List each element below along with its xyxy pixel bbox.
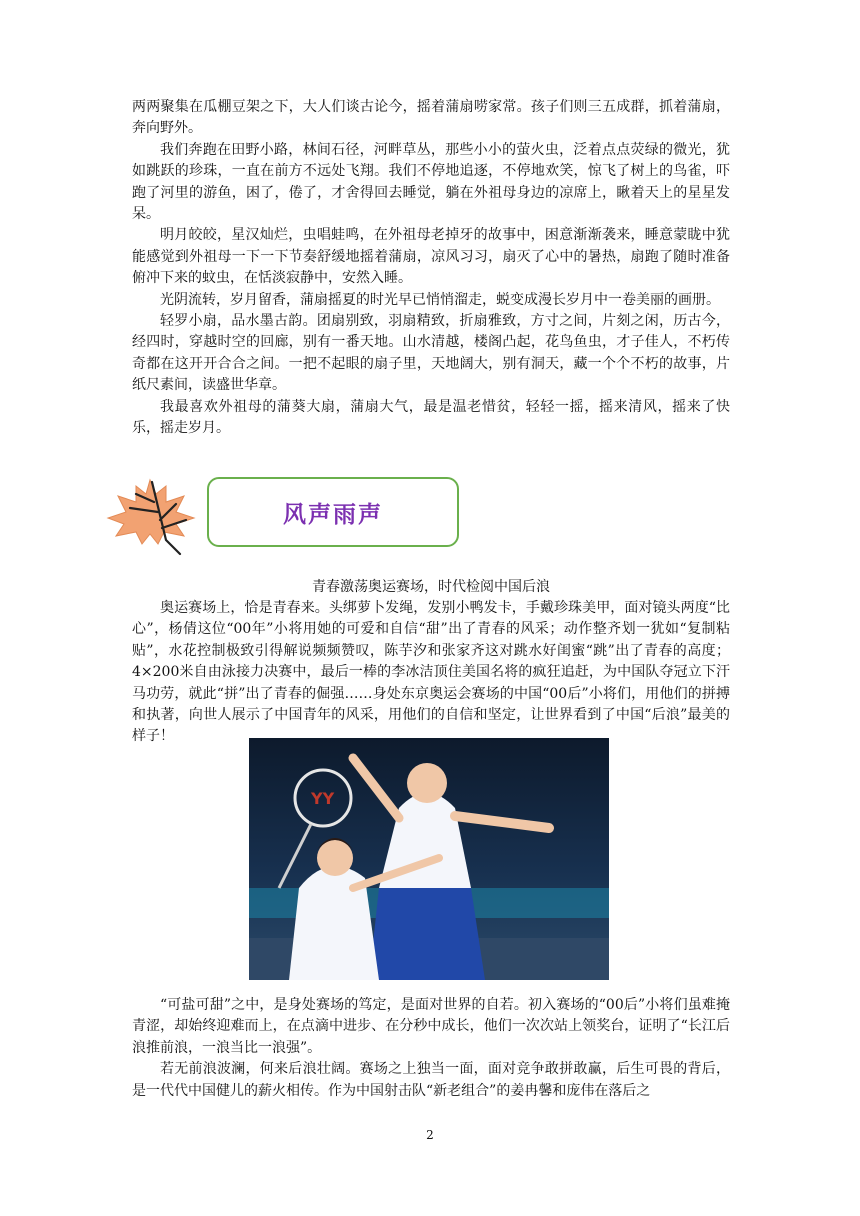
- article-text-block: [132, 598, 730, 748]
- section-title: 风声雨声: [283, 501, 383, 528]
- maple-leaf-icon: [106, 474, 198, 556]
- article-title: 青春激荡奥运赛场，时代检阅中国后浪: [312, 579, 550, 595]
- svg-text:YY: YY: [311, 789, 335, 808]
- paragraph: 奥运赛场上，恰是青春来。头绑萝卜发绳，发别小鸭发卡，手戴珍珠美甲，面对镜头两度“比心”，杨倩这位“00年”小将用她的可爱和自信“甜”出了青春的风采；动作整齐划一犹如“复制粘贴”，水花控制极致引得解说频频赞叹，陈芋汐和张家齐这对跳水好闺蜜“跳”出了青春的高度；4×200米自由泳接力决赛中，最后一棒的李冰洁顶住美国名将的疯狂追赶，为中国队夺冠立下汗马功劳，就此“拼”出了青春的倔强……身处东京奥运会赛场的中国“00后”小将们，用他们的拼搏和执著，向世人展示了中国青年的风采，用他们的自信和坚定，让世界看到了中国“后浪”最美的样子！: [132, 600, 730, 745]
- section-header: [106, 474, 486, 558]
- paragraph: 若无前浪波澜，何来后浪壮阔。赛场之上独当一面，面对竞争敢拼敢赢，后生可畏的背后，是一代代中国健儿的薪火相传。作为中国射击队“新老组合”的姜冉馨和庞伟在落后之: [132, 1061, 730, 1099]
- page-number: 2: [426, 1128, 434, 1142]
- paragraph: 我们奔跑在田野小路，林间石径，河畔草丛，那些小小的萤火虫，泛着点点荧绿的微光，犹如跳跃的珍珠，一直在前方不远处飞翔。我们不停地追逐，不停地欢笑，惊飞了树上的鸟雀，吓跑了河里的游鱼，困了，倦了，才舍得回去睡觉，躺在外祖母身边的凉席上，瞅着天上的星星发呆。: [132, 141, 730, 223]
- paragraph: 我最喜欢外祖母的蒲葵大扇，蒲扇大气，最是温老惜贫，轻轻一摇，摇来清风，摇来了快乐，摇走岁月。: [132, 398, 730, 437]
- paragraph: 光阴流转，岁月留香，蒲扇摇夏的时光早已悄悄溜走，蜕变成漫长岁月中一卷美丽的画册。: [160, 291, 720, 308]
- paragraph: “可盐可甜”之中，是身处赛场的笃定，是面对世界的自若。初入赛场的“00后”小将们虽难掩青涩，却始终迎难而上，在点滴中进步、在分秒中成长，他们一次次站上领奖台，证明了“长江后浪推前浪，一浪当比一浪强”。: [132, 997, 730, 1056]
- paragraph: 明月皎皎，星汉灿烂，虫唱蛙鸣，在外祖母老掉牙的故事中，困意渐渐袭来，睡意蒙眬中犹能感觉到外祖母一下一下节奏舒缓地摇着蒲扇，凉风习习，扇灭了心中的暑热，扇跑了随时准备俯冲下来的蚊虫，在恬淡寂静中，安然入睡。: [132, 227, 730, 287]
- section-title-box: [207, 477, 459, 547]
- paragraph: 两两聚集在瓜棚豆架之下，大人们谈古论今，摇着蒲扇唠家常。孩子们则三五成群，抓着蒲扇，奔向野外。: [132, 99, 730, 137]
- paragraph: 轻罗小扇，品水墨古韵。团扇别致，羽扇精致，折扇雅致，方寸之间，片刻之闲，历古今，经四时，穿越时空的回廊，别有一番天地。山水清越，楼阁凸起，花鸟鱼虫，才子佳人，不朽传奇都在这开开合合之间。一把不起眼的扇子里，天地阔大，别有洞天，藏一个个不朽的故事，片纸尺素间，读盛世华章。: [132, 313, 730, 394]
- article-bottom-text-block: [132, 995, 730, 1102]
- badminton-photo: [249, 738, 609, 980]
- top-text-block: [132, 97, 730, 440]
